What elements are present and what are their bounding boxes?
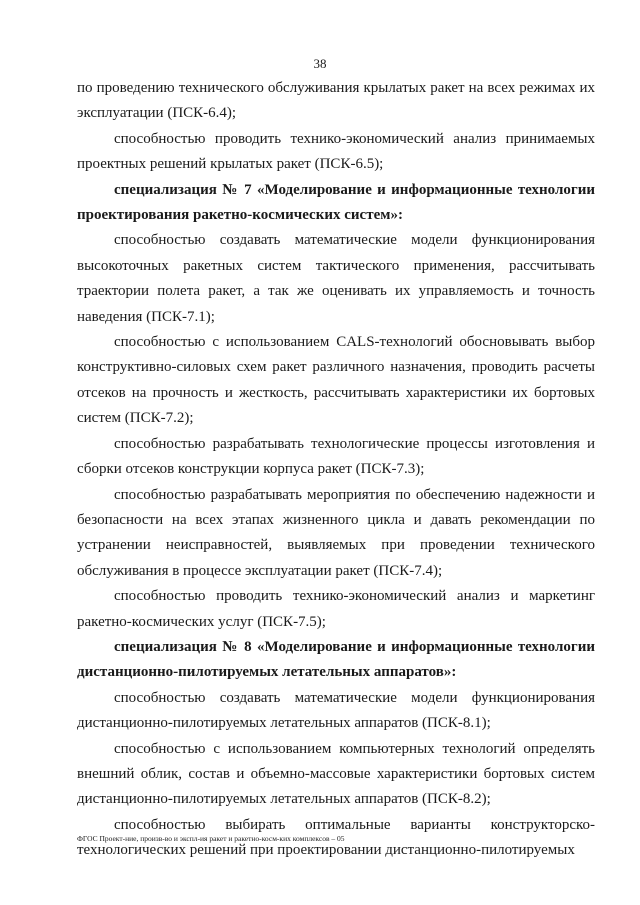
paragraph-psk-7-3: способностью разрабатывать технологические процессы изготовления и сборки отсеков конструкции корпуса ракет (ПСК-7.3);	[77, 435, 595, 478]
paragraph-psk-8-1: способностью создавать математические модели функционирования дистанционно-пилотируемых летательных аппаратов (ПСК-8.1);	[77, 689, 595, 732]
paragraph-psk-8-2: способностью с использованием компьютерных технологий определять внешний облик, состав и объемно-массовые характеристики бортовых систем дистанционно-пилотируемых летательных аппаратов (ПСК-8.2);	[77, 740, 595, 808]
heading-specialization-7: специализация № 7 «Моделирование и информационные технологии проектирования ракетно-космических систем»:	[77, 181, 595, 224]
paragraph-psk-7-1: способностью создавать математические модели функционирования высокоточных ракетных систем тактического применения, рассчитывать траектории полета ракет, а так же оценивать их управляемость и точность наведения (ПСК-7.1);	[77, 232, 595, 325]
paragraph-psk-6-5: способностью проводить технико-экономический анализ принимаемых проектных решений крылатых ракет (ПСК-6.5);	[77, 130, 595, 173]
document-body	[77, 76, 595, 864]
paragraph-psk-7-4: способностью разрабатывать мероприятия по обеспечению надежности и безопасности на всех этапах жизненного цикла и давать рекомендации по устранении неисправностей, выявляемых при проведении технического обслуживания в процессе эксплуатации ракет (ПСК-7.4);	[77, 486, 595, 579]
paragraph-continuation: по проведению технического обслуживания крылатых ракет на всех режимах их эксплуатации (ПСК-6.4);	[77, 80, 595, 122]
page-number: 38	[313, 56, 327, 71]
page-footer: ФГОС Проект-ние, произв-во и экспл-ия ракет и ракетно-косм-ких комплексов – 05	[77, 834, 345, 843]
paragraph-psk-7-2: способностью с использованием CALS-технологий обосновывать выбор конструктивно-силовых схем ракет различного назначения, проводить расчеты отсеков на прочность и жесткость, рассчитывать характеристики их бортовых систем (ПСК-7.2);	[77, 334, 595, 427]
paragraph-psk-8-3-partial: способностью выбирать оптимальные варианты конструкторско-технологических решений при проектировании дистанционно-пилотируемых	[77, 816, 595, 859]
heading-specialization-8: специализация № 8 «Моделирование и информационные технологии дистанционно-пилотируемых летательных аппаратов»:	[77, 638, 595, 681]
paragraph-psk-7-5: способностью проводить технико-экономический анализ и маркетинг ракетно-космических услуг (ПСК-7.5);	[77, 588, 595, 630]
